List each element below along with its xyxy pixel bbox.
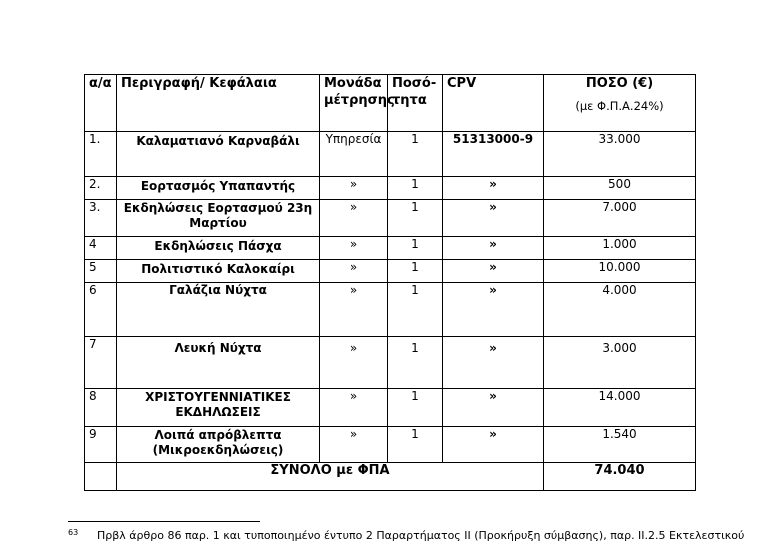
- row-quantity: 1: [388, 337, 443, 389]
- row-unit: Υπηρεσία: [320, 132, 388, 177]
- table-row: [85, 200, 696, 237]
- row-unit: »: [320, 427, 388, 463]
- row-amount: 1.000: [544, 237, 696, 260]
- row-quantity: 1: [388, 283, 443, 337]
- row-description: Γαλάζια Νύχτα: [117, 283, 320, 337]
- row-quantity: 1: [388, 260, 443, 283]
- row-num: 9: [85, 427, 117, 463]
- header-cpv: CPV: [443, 75, 544, 132]
- row-description: Εκδηλώσεις Εορτασμού 23η Μαρτίου: [117, 200, 320, 237]
- row-amount: 33.000: [544, 132, 696, 177]
- header-description: Περιγραφή/ Κεφάλαια: [117, 75, 320, 132]
- row-num: 1.: [85, 132, 117, 177]
- row-description: ΧΡΙΣΤΟΥΓΕΝΝΙΑΤΙΚΕΣ ΕΚΔΗΛΩΣΕΙΣ: [117, 389, 320, 427]
- footnote-text: Πρβλ άρθρο 86 παρ. 1 και τυποποιημένο έντυπο 2 Παραρτήματος ΙΙ (Προκήρυξη σύμβασης), παρ. ΙΙ.2.5 Εκτελεστικού: [97, 529, 745, 542]
- row-amount: 14.000: [544, 389, 696, 427]
- row-description: Εκδηλώσεις Πάσχα: [117, 237, 320, 260]
- row-unit: »: [320, 177, 388, 200]
- budget-table: [84, 74, 696, 491]
- row-unit: »: [320, 283, 388, 337]
- row-unit: »: [320, 337, 388, 389]
- table-row: [85, 337, 696, 389]
- row-description: Λοιπά απρόβλεπτα (Μικροεκδηλώσεις): [117, 427, 320, 463]
- row-description: Καλαματιανό Καρναβάλι: [117, 132, 320, 177]
- header-unit: Μονάδα μέτρησης: [320, 75, 388, 132]
- table-row: [85, 427, 696, 463]
- row-amount: 4.000: [544, 283, 696, 337]
- row-unit: »: [320, 237, 388, 260]
- row-unit: »: [320, 389, 388, 427]
- row-cpv: 51313000-9: [443, 132, 544, 177]
- row-amount: 10.000: [544, 260, 696, 283]
- row-description: Λευκή Νύχτα: [117, 337, 320, 389]
- row-amount: 3.000: [544, 337, 696, 389]
- total-value: 74.040: [544, 463, 696, 491]
- total-row: [85, 463, 696, 491]
- table-row: [85, 132, 696, 177]
- table-row: [85, 389, 696, 427]
- row-amount: 1.540: [544, 427, 696, 463]
- row-description: Εορτασμός Υπαπαντής: [117, 177, 320, 200]
- row-quantity: 1: [388, 177, 443, 200]
- row-amount: 500: [544, 177, 696, 200]
- row-description: Πολιτιστικό Καλοκαίρι: [117, 260, 320, 283]
- row-unit: »: [320, 200, 388, 237]
- header-num: α/α: [85, 75, 117, 132]
- row-cpv: »: [443, 283, 544, 337]
- footnote-number: 63: [68, 528, 79, 537]
- row-cpv: »: [443, 427, 544, 463]
- row-quantity: 1: [388, 427, 443, 463]
- header-quantity: Ποσό-τητα: [388, 75, 443, 132]
- row-quantity: 1: [388, 237, 443, 260]
- row-num: 2.: [85, 177, 117, 200]
- row-amount: 7.000: [544, 200, 696, 237]
- header-amount-vat: (με Φ.Π.Α.24%): [575, 99, 664, 113]
- header-amount-label: ΠΟΣΟ (€): [585, 76, 654, 91]
- row-num: 3.: [85, 200, 117, 237]
- row-num: 8: [85, 389, 117, 427]
- row-num: 7: [85, 337, 117, 389]
- table-row: [85, 237, 696, 260]
- row-cpv: »: [443, 200, 544, 237]
- row-num: 4: [85, 237, 117, 260]
- row-cpv: »: [443, 389, 544, 427]
- table-row: [85, 283, 696, 337]
- row-quantity: 1: [388, 132, 443, 177]
- header-amount: [544, 75, 696, 132]
- footnote-separator: [68, 521, 260, 522]
- row-cpv: »: [443, 337, 544, 389]
- row-unit: »: [320, 260, 388, 283]
- row-num: 6: [85, 283, 117, 337]
- row-quantity: 1: [388, 389, 443, 427]
- total-spacer: [85, 463, 117, 491]
- row-quantity: 1: [388, 200, 443, 237]
- row-cpv: »: [443, 177, 544, 200]
- total-label: ΣΥΝΟΛΟ με ΦΠΑ: [117, 463, 544, 491]
- table-row: [85, 260, 696, 283]
- row-num: 5: [85, 260, 117, 283]
- row-cpv: »: [443, 237, 544, 260]
- table-header-row: [85, 75, 696, 132]
- row-cpv: »: [443, 260, 544, 283]
- table-row: [85, 177, 696, 200]
